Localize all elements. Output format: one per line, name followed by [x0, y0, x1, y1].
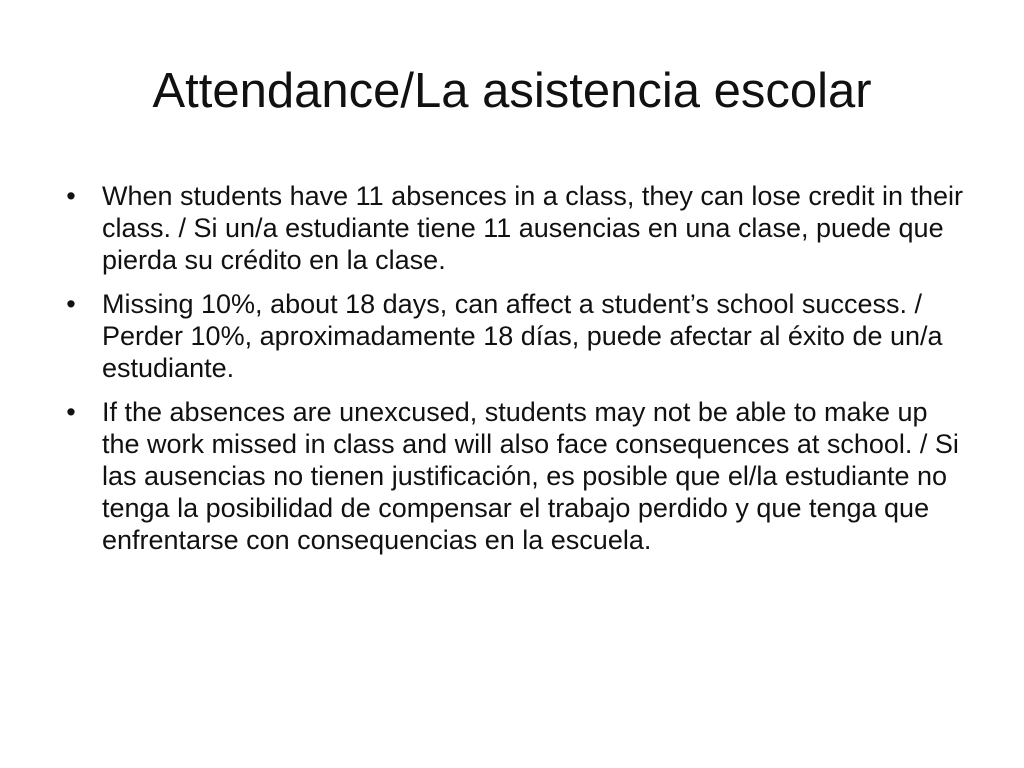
- bullet-dot-icon: •: [66, 289, 76, 319]
- bullet-item-3: [60, 396, 965, 556]
- bullet-dot-icon: •: [66, 397, 76, 427]
- slide-title: Attendance/La asistencia escolar: [152, 64, 872, 118]
- bullet-dot-icon: •: [66, 181, 76, 211]
- bullet-text-2: Missing 10%, about 18 days, can affect a student’s school success. / Perder 10%, aproximadamente 18 días, puede afectar al éxito de un/a estudiante.: [102, 289, 943, 383]
- bullet-item-1: [60, 180, 965, 276]
- bullet-text-3: If the absences are unexcused, students may not be able to make up the work missed in class and will also face consequences at school. / Si las ausencias no tienen justificación, es posible que el/la estudiante no tenga la posibilidad de compensar el trabajo perdido y que tenga que enfrentarse con consequencias en la escuela.: [102, 397, 959, 555]
- bullet-text-1: When students have 11 absences in a class, they can lose credit in their class. / Si un/a estudiante tiene 11 ausencias en una clase, puede que pierda su crédito en la clase.: [102, 181, 963, 275]
- bullet-list: [60, 180, 965, 568]
- bullet-item-2: [60, 288, 965, 384]
